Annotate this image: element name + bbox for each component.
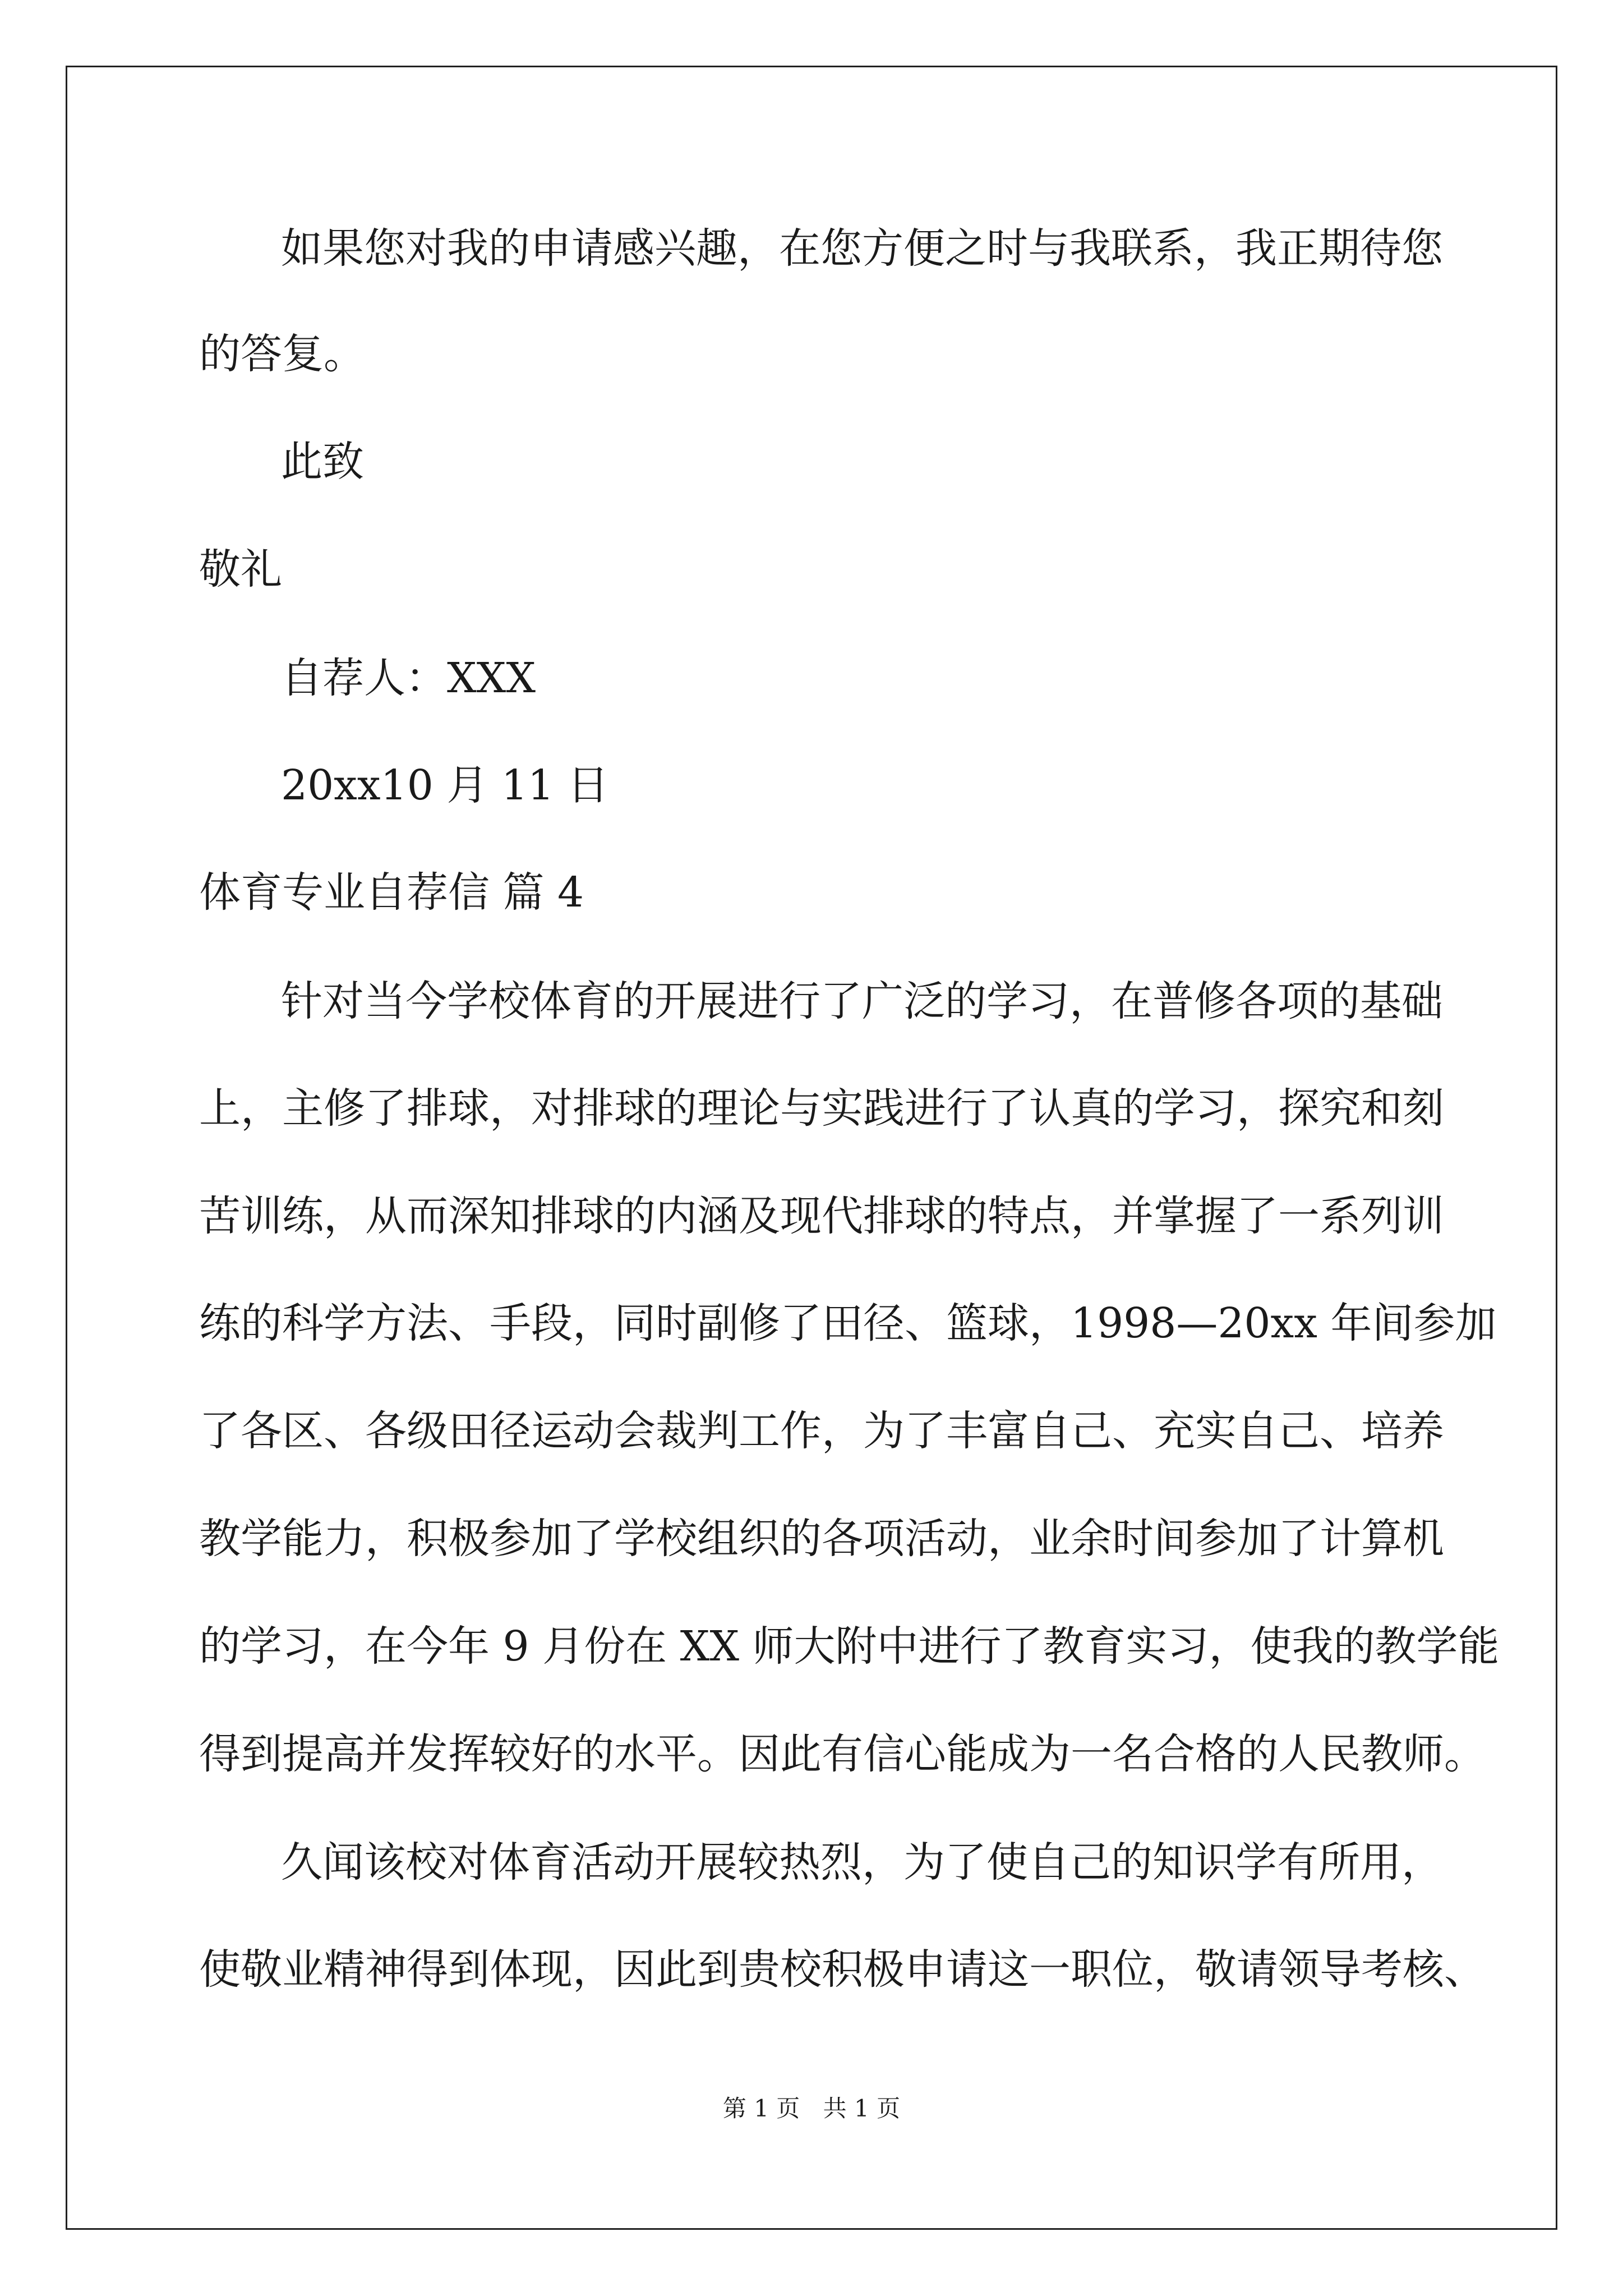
page-border [66, 66, 1557, 2230]
page-footer [0, 2097, 1623, 2120]
body-paragraph-line: 教学能力，积极参加了学校组织的各项活动，业余时间参加了计算机 [199, 1515, 1444, 1563]
salutation-line: 此致 [281, 438, 364, 486]
body-paragraph-line: 苦训练，从而深知排球的内涵及现代排球的特点，并掌握了一系列训 [199, 1192, 1444, 1240]
body-paragraph-line: 的学习，在今年 9 月份在 XX 师大附中进行了教育实习，使我的教学能 [199, 1622, 1500, 1671]
signature-line: 自荐人：XXX [281, 654, 536, 702]
body-paragraph-line: 练的科学方法、手段，同时副修了田径、篮球，1998—20xx 年间参加 [199, 1299, 1497, 1347]
closing-paragraph-line: 的答复。 [199, 330, 365, 378]
body-paragraph-line: 针对当今学校体育的开展进行了广泛的学习，在普修各项的基础 [281, 977, 1443, 1025]
body-paragraph-line: 使敬业精神得到体现，因此到贵校积极申请这一职位，敬请领导考核、 [199, 1945, 1486, 1994]
body-paragraph-line: 得到提高并发挥较好的水平。因此有信心能成为一名合格的人民教师。 [199, 1730, 1486, 1778]
page-number: 第 1 页 [722, 2095, 800, 2122]
section-title: 体育专业自荐信 篇 4 [199, 868, 584, 917]
closing-paragraph-line: 如果您对我的申请感兴趣，在您方便之时与我联系，我正期待您 [281, 224, 1443, 273]
date-line: 20xx10 月 11 日 [281, 761, 609, 809]
body-paragraph-line: 了各区、各级田径运动会裁判工作，为了丰富自己、充实自己、培养 [199, 1407, 1444, 1455]
page-total: 共 1 页 [823, 2095, 901, 2122]
body-paragraph-line: 上，主修了排球，对排球的理论与实践进行了认真的学习，探究和刻 [199, 1084, 1444, 1133]
body-paragraph-line: 久闻该校对体育活动开展较热烈，为了使自己的知识学有所用， [281, 1838, 1443, 1887]
salutation-line: 敬礼 [199, 545, 282, 593]
